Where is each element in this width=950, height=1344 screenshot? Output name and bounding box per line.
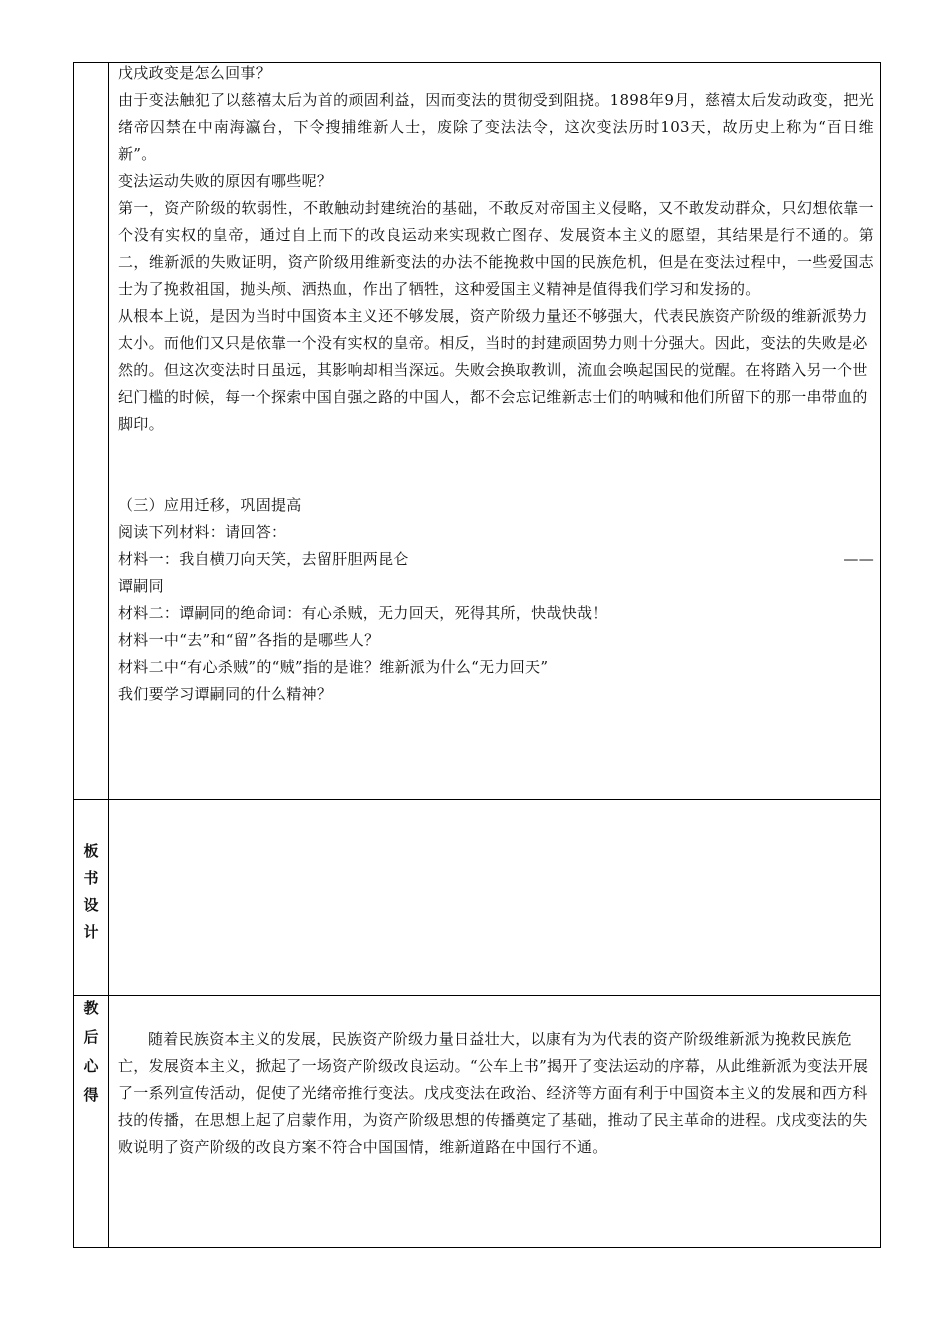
question-failure-reasons: 变法运动失败的原因有哪些呢？ <box>118 172 333 190</box>
section-heading: （三）应用迁移，巩固提高 <box>118 496 302 514</box>
material-one: 材料一：我自横刀向天笑，去留肝胆两昆仑 <box>118 550 409 568</box>
material-one-line <box>118 546 874 573</box>
material-one-author: 谭嗣同 <box>118 577 164 595</box>
question-1: 材料一中“去”和“留”各指的是哪些人？ <box>118 631 380 649</box>
reflection-text: 随着民族资本主义的发展，民族资产阶级力量日益壮大，以康有为为代表的资产阶级维新派为挽救民族危亡，发展资本主义，掀起了一场资产阶级改良运动。“公车上书”揭开了变法运动的序幕，从此维新派为变法开展了一系列宣传活动，促使了光绪帝推行变法。戊戌变法在政治、经济等方面有利于中国资本主义的发展和西方科技的传播，在思想上起了启蒙作用，为资产阶级思想的传播奠定了基础，推动了民主革命的进程。戊戌变法的失败说明了资产阶级的改良方案不符合中国国情，维新道路在中国行不通。 <box>118 1030 869 1156</box>
table-border-right <box>880 62 881 1248</box>
answer-coup: 由于变法触犯了以慈禧太后为首的顽固利益，因而变法的贯彻受到阻挠。1898年9月，慈禧太后发动政变，把光绪帝囚禁在中南海瀛台，下令搜捕维新人士，废除了变法法令，这次变法历时103天，故历史上称为“百日维新”。 <box>118 91 874 163</box>
table-border-bottom <box>73 1247 881 1248</box>
question-2: 材料二中“有心杀贼”的“贼”指的是谁？维新派为什么“无力回天” <box>118 658 549 676</box>
attribution-dash: —— <box>843 550 874 568</box>
material-two: 材料二：谭嗣同的绝命词：有心杀贼，无力回天，死得其所，快哉快哉！ <box>118 604 608 622</box>
answer-failure-reasons: 第一，资产阶级的软弱性，不敢触动封建统治的基础，不敢反对帝国主义侵略，又不敢发动群众，只幻想依靠一个没有实权的皇帝，通过自上而下的改良运动来实现救亡图存、发展资本主义的愿望，其结果是行不通的。第二，维新派的失败证明，资产阶级用维新变法的办法不能挽救中国的民族危机，但是在变法过程中，一些爱国志士为了挽救祖国，抛头颅、洒热血，作出了牺牲，这种爱国主义精神是值得我们学习和发扬的。 <box>118 199 874 298</box>
question-3: 我们要学习谭嗣同的什么精神？ <box>118 685 333 703</box>
board-design-label: 板 书 设 计 <box>83 842 99 941</box>
spacer <box>118 438 874 492</box>
reading-instruction: 阅读下列材料：请回答： <box>118 523 287 541</box>
table-row-divider-2 <box>73 995 881 996</box>
fundamental-cause: 从根本上说，是因为当时中国资本主义还不够发展，资产阶级力量还不够强大，代表民族资产阶级的维新派势力太小。而他们又只是依靠一个没有实权的皇帝。相反，当时的封建顽固势力则十分强大。因此，变法的失败是必然的。但这次变法时日虽远，其影响却相当深远。失败会换取教训，流血会唤起国民的觉醒。在将踏入另一个世纪门槛的时候，每一个探索中国自强之路的中国人，都不会忘记维新志士们的呐喊和他们所留下的那一串带血的脚印。 <box>118 307 868 433</box>
table-divider-label-column <box>108 62 109 1248</box>
lesson-content <box>118 60 874 708</box>
question-coup: 戊戌政变是怎么回事？ <box>118 64 272 82</box>
table-row-divider-1 <box>73 799 881 800</box>
reflection-content <box>118 1026 874 1161</box>
reflection-label: 教 后 心 得 <box>83 999 99 1104</box>
